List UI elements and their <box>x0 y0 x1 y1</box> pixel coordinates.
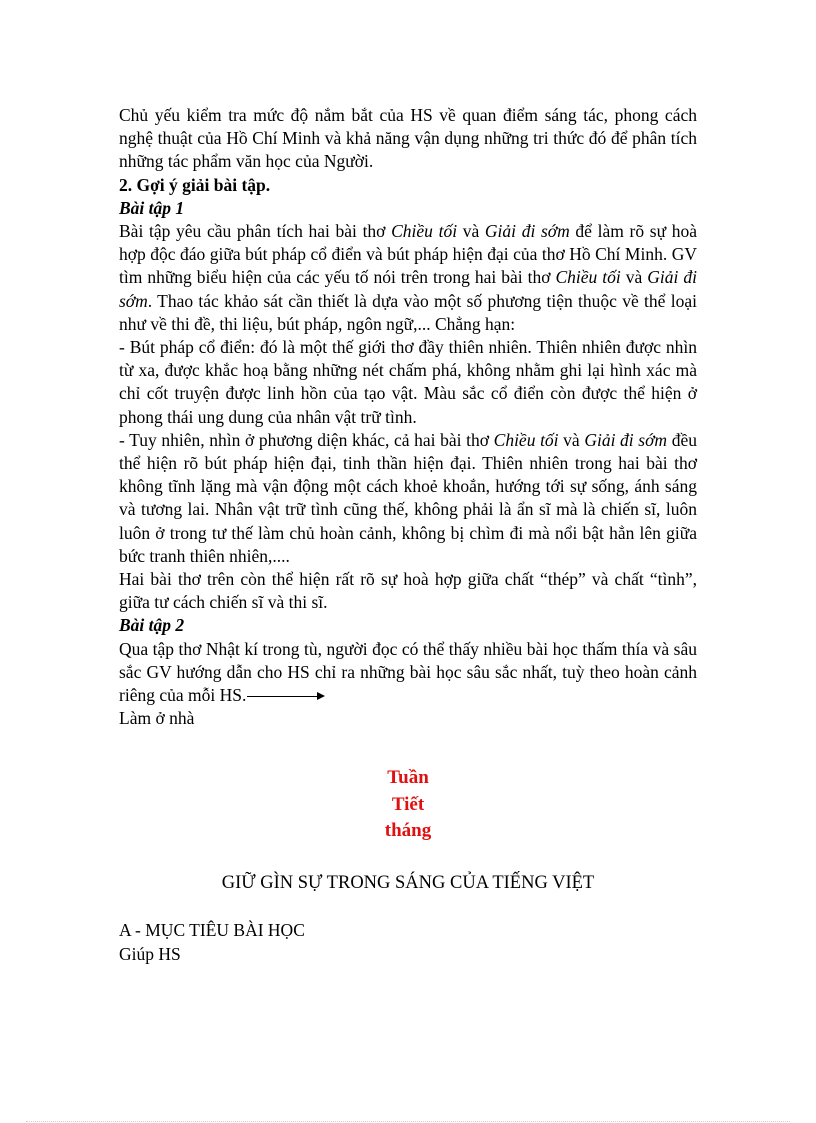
text-run: và <box>457 221 485 242</box>
month-label: tháng <box>384 820 432 841</box>
page-divider <box>26 1121 790 1122</box>
text-run: Bài tập yêu cầu phân tích hai bài thơ <box>119 221 392 242</box>
modern-style-paragraph <box>119 429 697 568</box>
homework-line: Làm ở nhà <box>119 708 195 729</box>
classical-style-paragraph: - Bút pháp cổ điển: đó là một thế giới thơ đầy thiên nhiên. Thiên nhiên được nhìn từ xa, được khắc hoạ bằng những nét chấm phá, không nhằm ghi lại hình xác mà chỉ cốt truyện được linh hồn của tạo vật. Màu sắc cổ điển còn được thể hiện ở phong thái ung dung của nhân vật trữ tình. <box>119 337 697 427</box>
document-body <box>119 104 697 730</box>
text-run: để làm rõ sự hoà hợp độc đáo giữa bút pháp cổ điển và bút pháp hiện đại của thơ Hồ Chí Minh. GV tìm những biểu hiện của các yếu tố nói trên trong hai bài thơ <box>119 221 697 288</box>
exercise-2-paragraph <box>119 638 697 708</box>
harmony-paragraph: Hai bài thơ trên còn thể hiện rất rõ sự hoà hợp giữa chất “thép” và chất “tình”, giữa tư cách chiến sĩ và thi sĩ. <box>119 569 697 613</box>
objectives-section <box>119 918 305 966</box>
lesson-title: GIỮ GÌN SỰ TRONG SÁNG CỦA TIẾNG VIỆT <box>221 873 595 893</box>
text-run: đều thể hiện rõ bút pháp hiện đại, tinh thần hiện đại. Thiên nhiên trong hai bài thơ không tĩnh lặng mà vận động một cách khoẻ khoắn, hướng tới sự sống, ánh sáng và tương lai. Nhân vật trữ tình cũng thế, không phải là ẩn sĩ mà là chiến sĩ, luôn luôn ở trong tư thế làm chủ hoàn cảnh, không bị chìm đi mà nổi bật hẳn lên giữa bức tranh thiên nhiên,.... <box>119 429 697 566</box>
intro-paragraph: Chủ yếu kiểm tra mức độ nắm bắt của HS về quan điểm sáng tác, phong cách nghệ thuật của Hồ Chí Minh và khả năng vận dụng những tri thức đó để phân tích những tác phẩm văn học của Người. <box>119 105 697 172</box>
text-run: và <box>558 429 585 450</box>
text-run: . Thao tác khảo sát cần thiết là dựa vào một số phương tiện thuộc về thể loại như về thi đề, thi liệu, bút pháp, ngôn ngữ,... Chẳng hạn: <box>119 290 697 334</box>
arrow-icon <box>247 692 325 702</box>
poem-title: Giải đi sớm <box>119 267 697 311</box>
help-students-line: Giúp HS <box>119 944 181 964</box>
text-run: - Tuy nhiên, nhìn ở phương diện khác, cả hai bài thơ <box>119 429 494 450</box>
section-heading-2: 2. Gợi ý giải bài tập. <box>119 174 271 195</box>
text-run: Qua tập thơ Nhật kí trong tù, người đọc có thể thấy nhiều bài học thấm thía và sâu sắc GV hướng dẫn cho HS chỉ ra những bài học sâu sắc nhất, tuỳ theo hoàn cảnh riêng của mỗi HS. <box>119 638 697 706</box>
poem-title: Giải đi sớm <box>484 221 570 242</box>
poem-title: Chiều tối <box>493 429 559 450</box>
exercise-1-paragraph <box>119 220 697 336</box>
week-label: Tuần <box>387 767 429 788</box>
week-block <box>0 765 816 845</box>
poem-title: Chiều tối <box>555 267 621 288</box>
poem-title: Chiều tối <box>391 221 458 242</box>
period-label: Tiết <box>391 793 425 815</box>
text-run: và <box>620 267 648 288</box>
poem-title: Giải đi sớm <box>584 429 668 450</box>
exercise-2-heading: Bài tập 2 <box>119 615 185 636</box>
exercise-1-heading: Bài tập 1 <box>119 197 185 218</box>
section-a-heading: A - MỤC TIÊU BÀI HỌC <box>119 920 305 940</box>
